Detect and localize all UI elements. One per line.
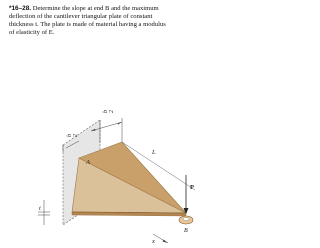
- problem-line-1: Determine the slope at end B and the maximum: [32, 5, 159, 12]
- load-arrow-P: [184, 175, 189, 214]
- label-L: L: [152, 149, 156, 156]
- problem-line-2: deflection of the cantilever triangular plate of constant: [9, 13, 153, 21]
- label-x: x: [152, 238, 155, 245]
- label-b-top-num: b: [103, 110, 109, 113]
- end-b-support: [179, 216, 193, 224]
- x-axis-arrow: [153, 234, 168, 243]
- label-B: B: [184, 228, 188, 234]
- label-t: t: [39, 205, 41, 212]
- label-b-top-den: 2: [109, 110, 115, 113]
- problem-line-3: thickness t. The plate is made of material having a modulus: [9, 21, 166, 29]
- dimension-t: [38, 200, 50, 225]
- label-b-left-den: 2: [73, 134, 79, 137]
- label-b-left-num: b: [67, 134, 73, 137]
- problem-line-4: of elasticity of E.: [9, 29, 55, 37]
- label-A: A: [86, 159, 90, 166]
- label-P: P: [190, 184, 194, 191]
- problem-number: *16–28.: [9, 5, 32, 12]
